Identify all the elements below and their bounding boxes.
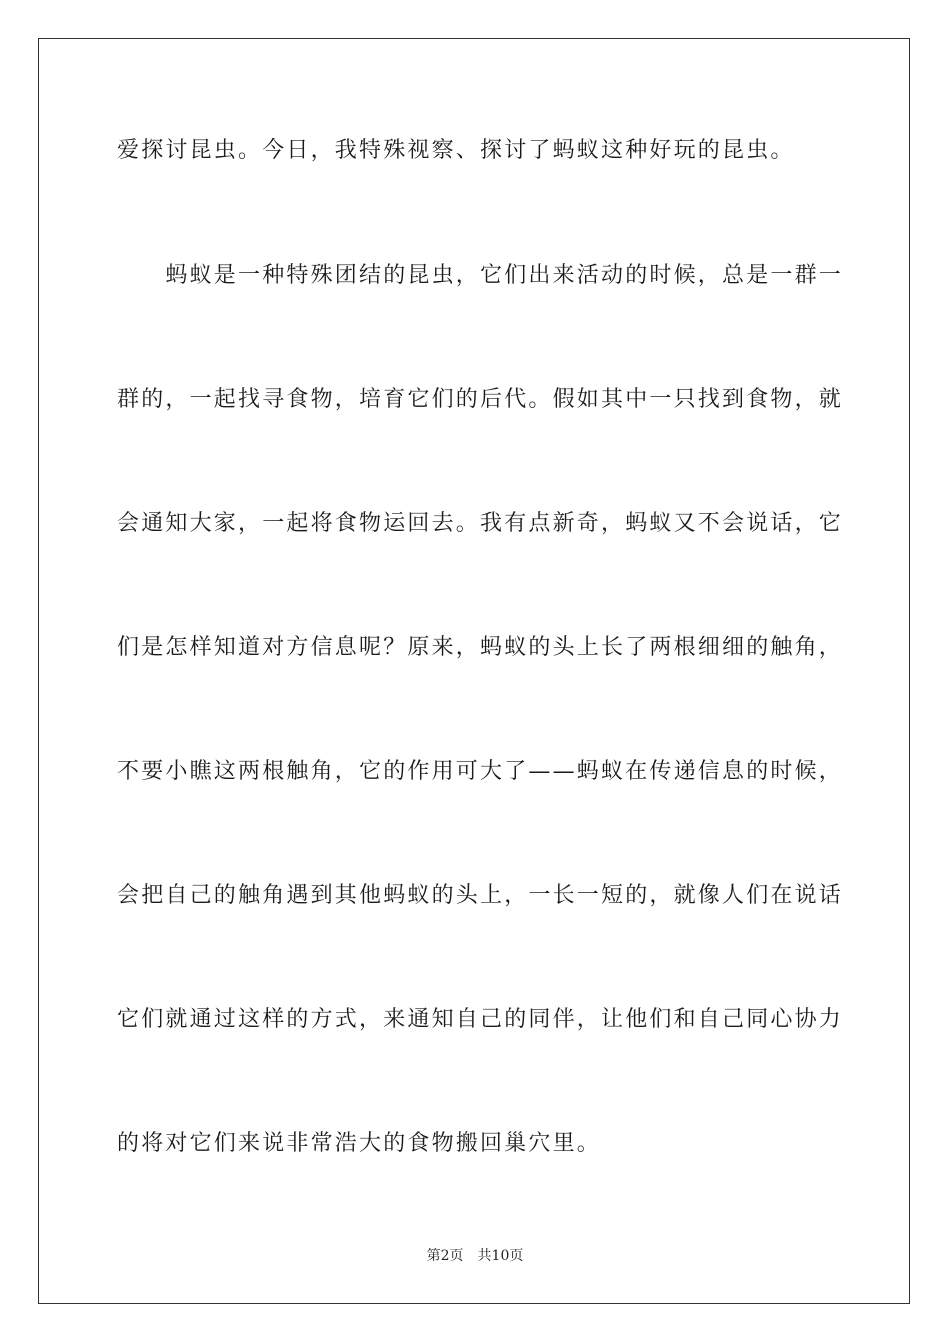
- page-border: [38, 38, 910, 1304]
- body-text-line: 们是怎样知道对方信息呢？原来，蚂蚁的头上长了两根细细的触角，: [117, 635, 844, 660]
- body-text-line: 群的，一起找寻食物，培育它们的后代。假如其中一只找到食物，就: [117, 387, 844, 412]
- body-text-line: 会把自己的触角遇到其他蚂蚁的头上，一长一短的，就像人们在说话: [117, 883, 844, 908]
- body-text-line: 会通知大家，一起将食物运回去。我有点新奇，蚂蚁又不会说话，它: [117, 511, 844, 536]
- body-text-line: 不要小瞧这两根触角，它的作用可大了——蚂蚁在传递信息的时候，: [117, 759, 844, 784]
- body-text-line: 蚂蚁是一种特殊团结的昆虫，它们出来活动的时候，总是一群一: [117, 263, 844, 288]
- body-text-line: 它们就通过这样的方式，来通知自己的同伴，让他们和自己同心协力: [117, 1007, 844, 1032]
- page-number: 第2页 共10页: [426, 1248, 524, 1264]
- body-text-line: 爱探讨昆虫。今日，我特殊视察、探讨了蚂蚁这种好玩的昆虫。: [117, 138, 795, 163]
- body-text-line: 的将对它们来说非常浩大的食物搬回巢穴里。: [117, 1131, 602, 1156]
